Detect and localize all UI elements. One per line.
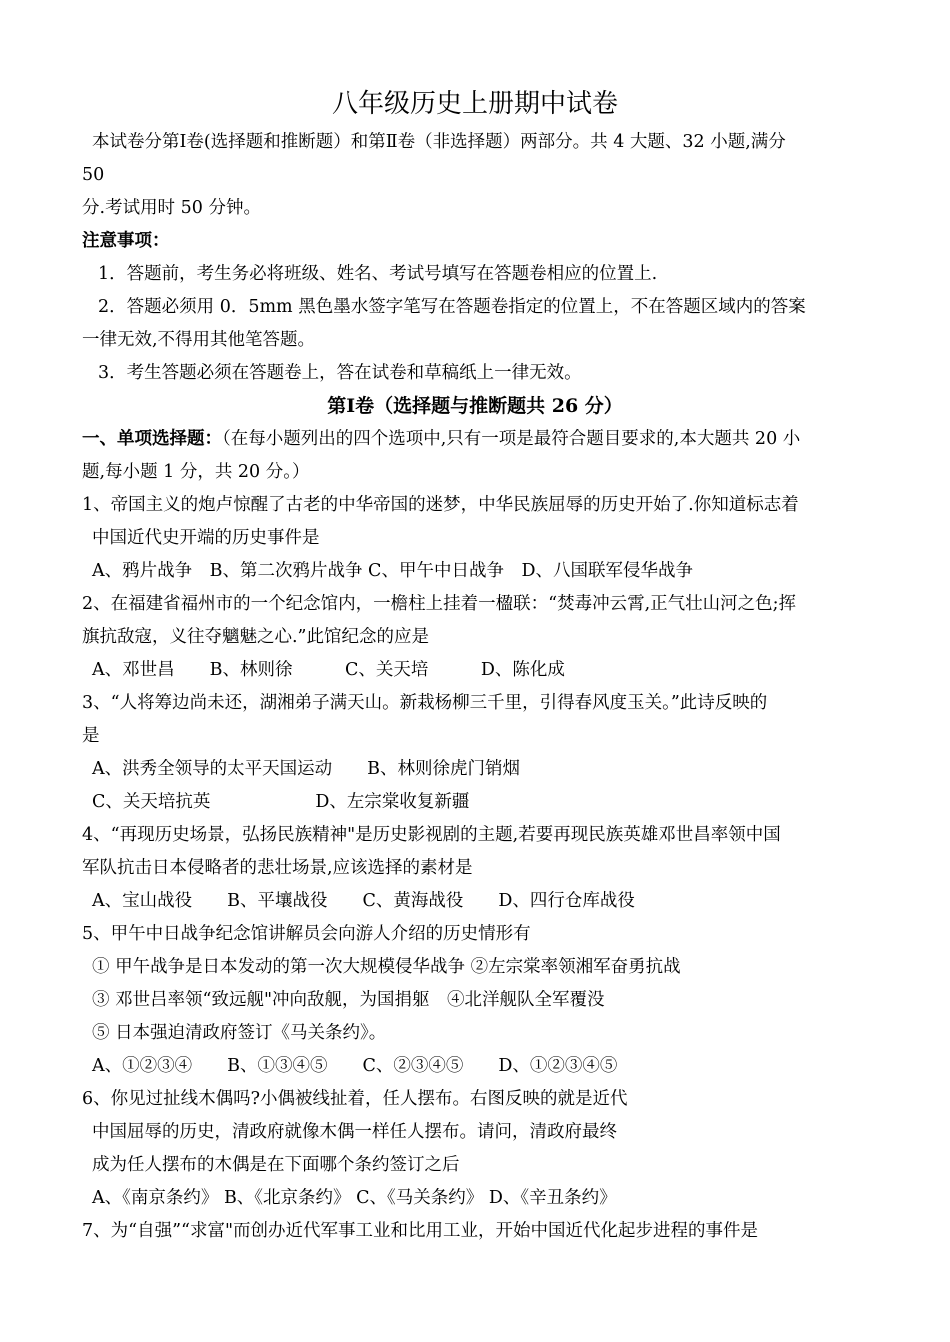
q6-options: A、《南京条约》 B、《北京条约》 C、《马关条约》 D、《辛丑条约》 bbox=[92, 1188, 617, 1208]
q5-item-b: ③ 邓世吕率领“致远舰"冲向敌舰，为国捐躯 ④北洋舰队全军覆没 bbox=[92, 990, 605, 1010]
intro-line-2: 50 bbox=[82, 165, 105, 185]
q3-options-a: A、洪秀全领导的太平天国运动 B、林则徐虎门销烟 bbox=[92, 759, 520, 779]
q4-stem-a: 4、“再现历史场景，弘扬民族精神"是历史影视剧的主题,若要再现民族英雄邓世昌率领中国 bbox=[82, 825, 781, 845]
intro-line-3: 分.考试用时 50 分钟。 bbox=[82, 198, 261, 218]
q5-item-c: ⑤ 日本强迫清政府签订《马关条约》。 bbox=[92, 1023, 387, 1043]
q2-options: A、邓世昌 B、林则徐 C、关天培 D、陈化成 bbox=[92, 660, 565, 680]
notice-item-1: 1．答题前，考生务必将班级、姓名、考试号填写在答题卷相应的位置上. bbox=[98, 264, 658, 284]
notice-item-3: 3．考生答题必须在答题卷上，答在试卷和草稿纸上一律无效。 bbox=[98, 363, 582, 383]
notice-item-2a: 2．答题必须用 0．5mm 黑色墨水签字笔写在答题卷指定的位置上，不在答题区域内的答案 bbox=[98, 297, 806, 317]
notice-item-2b: 一律无效,不得用其他笔答题。 bbox=[82, 330, 316, 350]
q1-stem-b: 中国近代史开端的历史事件是 bbox=[92, 528, 320, 548]
q2-stem-a: 2、在福建省福州市的一个纪念馆内，一檐柱上挂着一楹联：“焚毒冲云霄,正气壮山河之色;挥 bbox=[82, 594, 797, 614]
q1-options: A、鸦片战争 B、第二次鸦片战争 C、甲午中日战争 D、八国联军侵华战争 bbox=[92, 561, 693, 581]
q1-stem-a: 1、帝国主义的炮卢惊醒了古老的中华帝国的迷梦，中华民族屈辱的历史开始了.你知道标志着 bbox=[82, 495, 799, 515]
section1-header bbox=[82, 423, 868, 456]
intro-line-1: 本试卷分第Ⅰ卷(选择题和推断题）和第Ⅱ卷（非选择题）两部分。共 4 大题、32 小题,满分 bbox=[92, 132, 786, 152]
q4-stem-b: 军队抗击日本侵略者的悲壮场景,应该选择的素材是 bbox=[82, 858, 473, 878]
section1-heading: 一、单项选择题： bbox=[82, 429, 222, 449]
part1-title: 第Ⅰ卷（选择题与推断题共 26 分） bbox=[327, 395, 623, 417]
q2-stem-b: 旗抗敌寇，义往夺魑魅之心.”此馆纪念的应是 bbox=[82, 627, 430, 647]
notice-heading: 注意事项： bbox=[82, 231, 170, 251]
q3-stem-a: 3、“人将筹边尚未还，湖湘弟子满天山。新栽杨柳三千里，引得春风度玉关。”此诗反映的 bbox=[82, 693, 768, 713]
q5-stem: 5、甲午中日战争纪念馆讲解员会向游人介绍的历史情形有 bbox=[82, 924, 531, 944]
q5-options: A、①②③④ B、①③④⑤ C、②③④⑤ D、①②③④⑤ bbox=[92, 1056, 618, 1076]
q3-stem-b: 是 bbox=[82, 726, 100, 746]
q6-stem-c: 成为任人摆布的木偶是在下面哪个条约签订之后 bbox=[92, 1155, 460, 1175]
q5-item-a: ① 甲午战争是日本发动的第一次大规模侵华战争 ②左宗棠率领湘军奋勇抗战 bbox=[92, 957, 681, 977]
q7-stem: 7、为“自强”“求富"而创办近代军事工业和比用工业，开始中国近代化起步进程的事件是 bbox=[82, 1221, 759, 1241]
q3-options-b: C、关天培抗英 D、左宗棠收复新疆 bbox=[92, 792, 470, 812]
section1-desc-b: 题,每小题 1 分，共 20 分。） bbox=[82, 462, 310, 482]
q4-options: A、宝山战役 B、平壤战役 C、黄海战役 D、四行仓库战役 bbox=[92, 891, 635, 911]
exam-title: 八年级历史上册期中试卷 bbox=[331, 89, 618, 119]
section1-desc-a: （在每小题列出的四个选项中,只有一项是最符合题目要求的,本大题共 20 小 bbox=[222, 429, 801, 449]
q6-stem-a: 6、你见过扯线木偶吗?小偶被线扯着，任人摆布。右图反映的就是近代 bbox=[82, 1089, 628, 1109]
q6-stem-b: 中国屈辱的历史，清政府就像木偶一样任人摆布。请问，清政府最终 bbox=[92, 1122, 617, 1142]
